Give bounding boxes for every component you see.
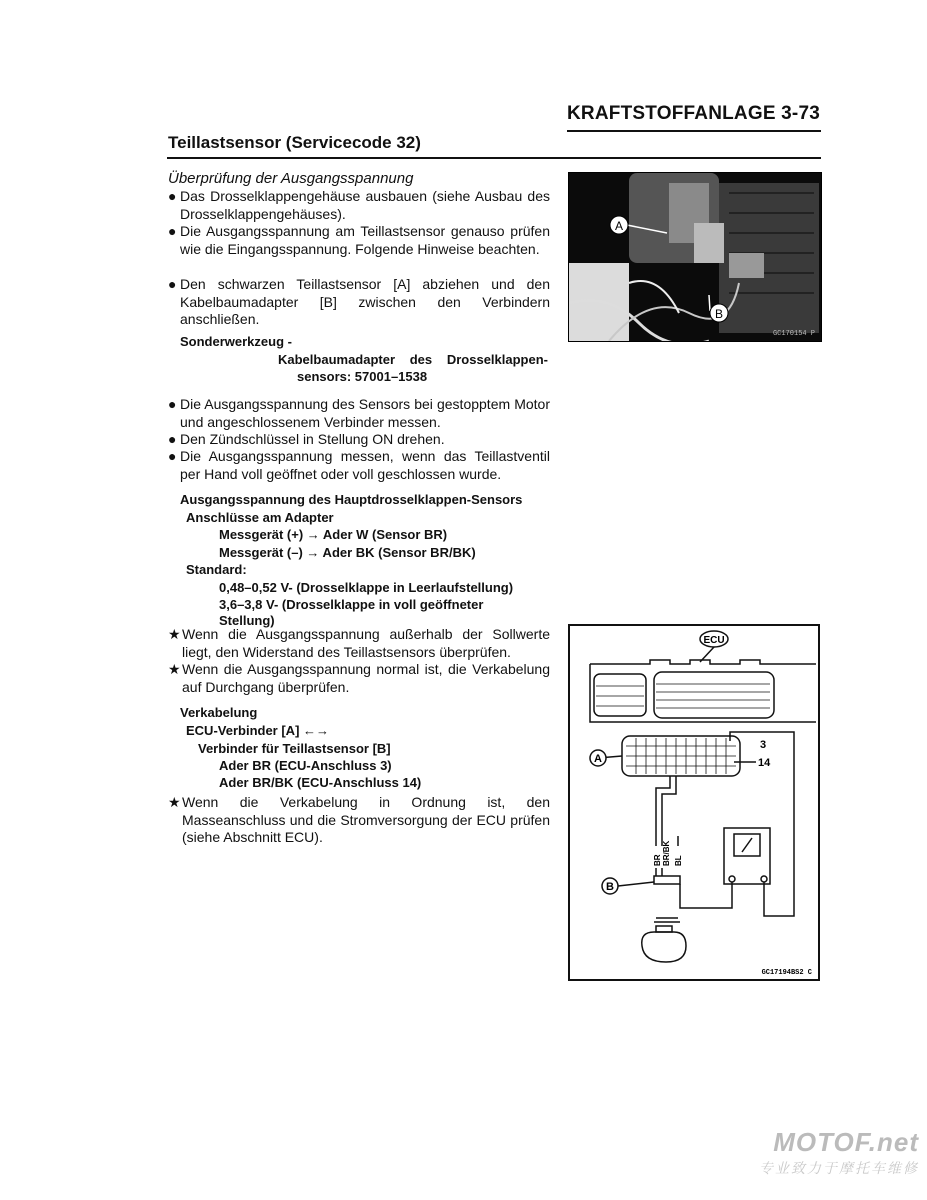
photo-label-a: A bbox=[614, 219, 624, 233]
header-rule bbox=[567, 130, 821, 132]
diagram-wire-br: BR bbox=[653, 854, 662, 866]
spec-connections-label: Anschlüsse am Adapter bbox=[186, 510, 334, 525]
diagram-code: GC17194BS2 C bbox=[761, 969, 812, 977]
list-item bbox=[168, 794, 550, 847]
list-item bbox=[168, 188, 550, 223]
page-header-title: KRAFTSTOFFANLAGE 3-73 bbox=[567, 103, 820, 124]
photo-drawing bbox=[569, 173, 821, 341]
list-item-text: Die Ausgangsspannung am Teillastsensor genauso prüfen wie die Eingangsspannung. Folgende Hinweise beachten. bbox=[180, 223, 550, 257]
watermark bbox=[759, 1127, 919, 1178]
list-item bbox=[168, 431, 550, 449]
list-item bbox=[168, 223, 550, 258]
list-item-text: Wenn die Ausgangsspannung normal ist, die Verkabelung auf Durchgang überprüfen. bbox=[182, 661, 550, 695]
section-rule bbox=[167, 157, 821, 159]
star-marker: ★ bbox=[168, 626, 181, 642]
list-item-text: Wenn die Ausgangsspannung außerhalb der Sollwerte liegt, den Widerstand des Teillastsensors überprüfen. bbox=[182, 626, 550, 660]
wiring-diagram bbox=[568, 624, 820, 981]
spec-standard-open: 3,6–3,8 V- (Drosselklappe in voll geöffneter bbox=[219, 597, 484, 612]
watermark-slogan: 专业致力于摩托车维修 bbox=[759, 1160, 919, 1176]
diagram-wire-brbk: BR/BK bbox=[662, 840, 671, 866]
wiring-line-ecu: ECU-Verbinder [A] ←→ bbox=[186, 723, 330, 738]
special-tool-name: Kabelbaumadapter des Drosselklappen- bbox=[278, 352, 548, 367]
wiring-line-connector: Verbinder für Teillastsensor [B] bbox=[198, 741, 391, 756]
photo-code: GC170154 P bbox=[772, 330, 815, 338]
list-item-text: Die Ausgangsspannung des Sensors bei gestopptem Motor und angeschlossenem Verbinder messen. bbox=[180, 396, 550, 430]
list-item bbox=[168, 626, 550, 661]
diagram-label-b: B bbox=[606, 881, 614, 893]
diagram-ecu-label: ECU bbox=[703, 635, 725, 646]
diagram-wire-bl: BL bbox=[674, 855, 683, 866]
spec-meter-minus: Messgerät (–) → Ader BK (Sensor BR/BK) bbox=[219, 545, 476, 560]
sensor-photo bbox=[568, 172, 822, 342]
list-item-text: Den schwarzen Teillastsensor [A] abziehen und den Kabelbaumadapter [B] zwischen den Verbindern anschließen. bbox=[180, 276, 550, 327]
watermark-brand: MOTOF.net bbox=[773, 1127, 919, 1157]
section-title: Teillastsensor (Servicecode 32) bbox=[168, 133, 421, 152]
list-item-text: Das Drosselklappengehäuse ausbauen (siehe Ausbau des Drosselklappengehäuses). bbox=[180, 188, 550, 222]
star-marker: ★ bbox=[168, 794, 181, 810]
diagram-drawing bbox=[570, 626, 818, 979]
star-marker: ★ bbox=[168, 661, 181, 677]
spec-title: Ausgangsspannung des Hauptdrosselklappen-Sensors bbox=[180, 492, 523, 507]
bullet-marker: ● bbox=[168, 223, 177, 239]
special-tool-number: sensors: 57001–1538 bbox=[297, 369, 428, 384]
diagram-pin-3: 3 bbox=[760, 739, 767, 751]
spec-standard-label: Standard: bbox=[186, 562, 247, 577]
bullet-marker: ● bbox=[168, 188, 177, 204]
wiring-line-br: Ader BR (ECU-Anschluss 3) bbox=[219, 758, 392, 773]
list-item bbox=[168, 396, 550, 431]
spec-meter-plus: Messgerät (+) → Ader W (Sensor BR) bbox=[219, 527, 448, 542]
list-item-text: Den Zündschlüssel in Stellung ON drehen. bbox=[180, 431, 445, 447]
bullet-marker: ● bbox=[168, 431, 177, 447]
diagram-pin-14: 14 bbox=[758, 757, 771, 769]
bullet-marker: ● bbox=[168, 396, 177, 412]
wiring-title: Verkabelung bbox=[180, 705, 258, 720]
spec-standard-open-cont: Stellung) bbox=[219, 613, 275, 628]
list-item bbox=[168, 448, 550, 483]
list-item bbox=[168, 661, 550, 696]
diagram-label-a: A bbox=[594, 753, 602, 765]
spec-standard-idle: 0,48–0,52 V- (Drosselklappe in Leerlaufstellung) bbox=[219, 580, 514, 595]
bullet-marker: ● bbox=[168, 276, 177, 292]
bullet-marker: ● bbox=[168, 448, 177, 464]
photo-label-b: B bbox=[714, 307, 724, 321]
list-item-text: Wenn die Verkabelung in Ordnung ist, den Masseanschluss und die Stromversorgung der ECU prüfen (siehe Abschnitt ECU). bbox=[182, 794, 550, 845]
list-item bbox=[168, 276, 550, 329]
wiring-line-brbk: Ader BR/BK (ECU-Anschluss 14) bbox=[219, 775, 422, 790]
list-item-text: Die Ausgangsspannung messen, wenn das Teillastventil per Hand voll geöffnet oder voll geschlossen wurde. bbox=[180, 448, 550, 482]
subsection-title: Überprüfung der Ausgangsspannung bbox=[168, 170, 414, 187]
special-tool-label: Sonderwerkzeug - bbox=[180, 334, 292, 349]
